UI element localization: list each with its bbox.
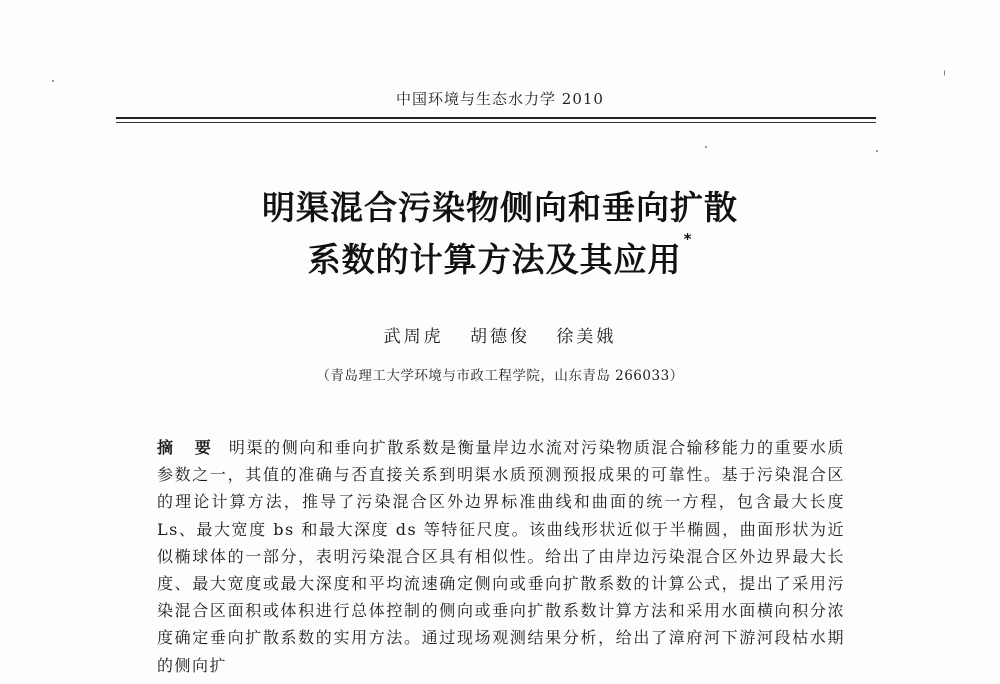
journal-header: 中国环境与生态水力学 2010 <box>396 90 604 108</box>
paper-title-line-2-text: 系数的计算方法及其应用 <box>307 240 682 279</box>
scan-speck <box>705 146 707 148</box>
header-rule-thick <box>116 117 876 119</box>
scan-speck <box>52 80 54 82</box>
abstract <box>157 434 845 679</box>
header-rule-thin <box>116 122 876 123</box>
paper-title-line-2 <box>0 230 1000 281</box>
affiliation: （青岛理工大学环境与市政工程学院，山东青岛 266033） <box>316 368 684 384</box>
scan-speck <box>944 70 945 76</box>
title-footnote-mark: * <box>683 230 693 248</box>
scan-speck <box>876 150 878 152</box>
abstract-label: 摘 要 <box>157 438 219 457</box>
authors: 武周虎 胡德俊 徐美娥 <box>383 327 617 347</box>
paper-title-line-1: 明渠混合污染物侧向和垂向扩散 <box>262 188 738 227</box>
abstract-text: 明渠的侧向和垂向扩散系数是衡量岸边水流对污染物质混合输移能力的重要水质参数之一，其值的准确与否直接关系到明渠水质预测预报成果的可靠性。基于污染混合区的理论计算方法，推导了污染混合区外边界标准曲线和曲面的统一方程，包含最大长度 Ls、最大宽度 bs 和最大深度 ds 等特征尺度。该曲线形状近似于半椭圆，曲面形状为近似椭球体的一部分，表明污染混合区具有相似性。给出了由岸边污染混合区外边界最大长度、最大宽度或最大深度和平均流速确定侧向或垂向扩散系数的计算公式，提出了采用污染混合区面积或体积进行总体控制的侧向或垂向扩散系数计算方法和采用水面横向积分浓度确定垂向扩散系数的实用方法。通过现场观测结果分析，给出了漳府河下游河段枯水期的侧向扩 <box>157 438 845 675</box>
